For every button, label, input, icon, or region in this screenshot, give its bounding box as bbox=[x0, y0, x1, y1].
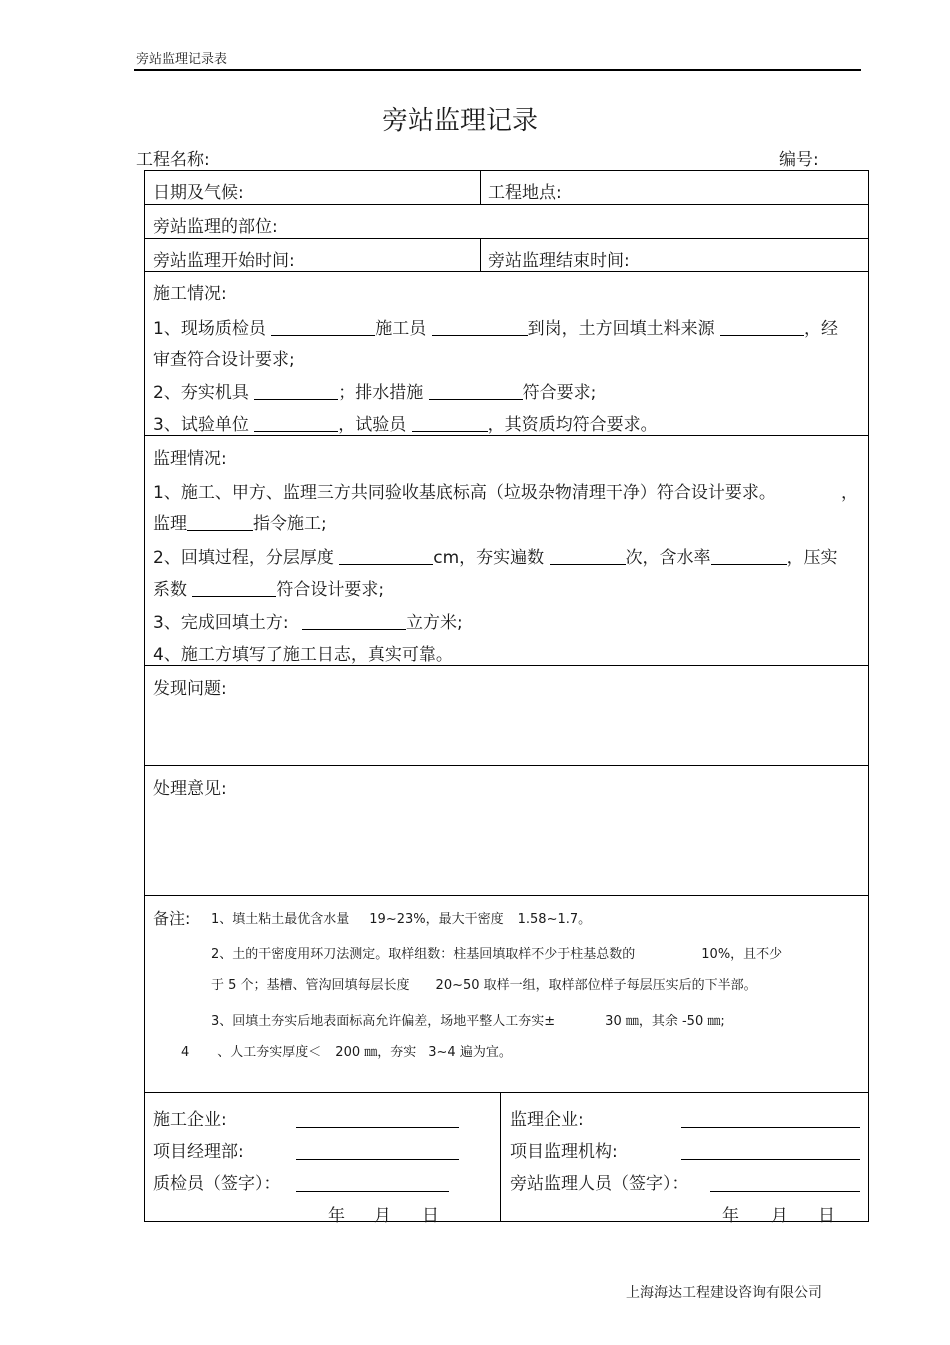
part-label: 旁站监理的部位: bbox=[153, 217, 278, 237]
supervision-line-2: 监理 指令施工; bbox=[153, 514, 327, 534]
inspector-signature-line[interactable] bbox=[296, 1191, 449, 1192]
left-month: 月 bbox=[374, 1206, 391, 1226]
left-day: 日 bbox=[422, 1206, 439, 1226]
right-month: 月 bbox=[771, 1206, 788, 1226]
soil-source-blank[interactable] bbox=[720, 317, 804, 336]
tamping-equipment-blank[interactable] bbox=[254, 381, 338, 400]
remark-3: 3、回填土夯实后地表面标高允许偏差，场地平整人工夯实± 30 ㎜，其余 -50 ㎜; bbox=[211, 1014, 725, 1029]
start-time-label: 旁站监理开始时间: bbox=[153, 251, 295, 271]
construction-section bbox=[145, 272, 868, 436]
project-manager-label: 项目经理部: bbox=[153, 1142, 244, 1162]
page-title: 旁站监理记录 bbox=[381, 106, 538, 136]
inspector-blank[interactable] bbox=[271, 317, 375, 336]
construction-line-3: 2、夯实机具 ；排水措施 符合要求; bbox=[153, 383, 597, 403]
tester-blank[interactable] bbox=[412, 413, 488, 432]
test-unit-blank[interactable] bbox=[254, 413, 338, 432]
layer-thickness-blank[interactable] bbox=[339, 546, 433, 565]
supervisor-blank[interactable] bbox=[187, 512, 253, 531]
date-weather-cell[interactable] bbox=[145, 171, 480, 204]
problems-heading: 发现问题: bbox=[153, 679, 227, 699]
end-time-cell[interactable] bbox=[480, 239, 868, 271]
supervision-line-5: 3、完成回填土方: 立方米; bbox=[153, 613, 463, 633]
construction-line-2: 审查符合设计要求; bbox=[153, 350, 295, 370]
supervision-line-6: 4、施工方填写了施工日志，真实可靠。 bbox=[153, 645, 453, 665]
remark-2-cont: 于 5 个；基槽、管沟回填每层长度 20~50 取样一组，取样部位样子每层压实后的下半部。 bbox=[211, 978, 757, 993]
end-time-label: 旁站监理结束时间: bbox=[488, 251, 630, 271]
construction-heading: 施工情况: bbox=[153, 284, 227, 304]
construction-line-4: 3、试验单位 ，试验员 ，其资质均符合要求。 bbox=[153, 415, 658, 435]
remarks-label: 备注: bbox=[153, 909, 191, 928]
date-weather-label: 日期及气候: bbox=[153, 183, 244, 203]
header-rule bbox=[134, 69, 861, 71]
number-label: 编号: bbox=[779, 150, 819, 170]
row-part bbox=[145, 205, 868, 239]
supervision-company-line[interactable] bbox=[681, 1127, 860, 1128]
row-date-location bbox=[145, 171, 868, 205]
staff-signature-label: 旁站监理人员（签字）： bbox=[510, 1174, 689, 1194]
signature-divider bbox=[500, 1093, 501, 1221]
remark-1: 1、填土粘土最优含水量 19~23%，最大干密度 1.58~1.7。 bbox=[211, 912, 592, 927]
backfill-volume-blank[interactable] bbox=[302, 611, 406, 630]
supervision-line-4: 系数 符合设计要求; bbox=[153, 580, 385, 600]
remark-4: 4 、人工夯实厚度＜ 200 ㎜，夯实 3~4 遍为宜。 bbox=[181, 1045, 512, 1060]
row-times bbox=[145, 239, 868, 272]
location-label: 工程地点: bbox=[488, 183, 562, 203]
staff-signature-line[interactable] bbox=[710, 1191, 860, 1192]
supervision-company-label: 监理企业: bbox=[510, 1110, 584, 1130]
opinion-heading: 处理意见: bbox=[153, 779, 227, 799]
right-day: 日 bbox=[818, 1206, 835, 1226]
supervision-line-1: 1、施工、甲方、监理三方共同验收基底标高（垃圾杂物清理干净）符合设计要求。 bbox=[153, 483, 776, 503]
opinion-section[interactable] bbox=[145, 766, 868, 896]
right-year: 年 bbox=[722, 1206, 739, 1226]
left-year: 年 bbox=[328, 1206, 345, 1226]
location-cell[interactable] bbox=[480, 171, 868, 204]
supervision-line-1-comma: ， bbox=[841, 483, 858, 503]
construction-company-label: 施工企业: bbox=[153, 1110, 227, 1130]
supervision-heading: 监理情况: bbox=[153, 449, 227, 469]
construction-line-1: 1、现场质检员 施工员 到岗，土方回填土料来源 ，经 bbox=[153, 319, 839, 339]
moisture-blank[interactable] bbox=[711, 546, 787, 565]
start-time-cell[interactable] bbox=[145, 239, 480, 271]
inspector-signature-label: 质检员（签字）： bbox=[153, 1174, 281, 1194]
tamping-passes-blank[interactable] bbox=[550, 546, 626, 565]
record-form bbox=[144, 170, 869, 1226]
footer-company: 上海海达工程建设咨询有限公司 bbox=[626, 1285, 822, 1301]
remarks-section bbox=[145, 896, 868, 1093]
remark-2: 2、土的干密度用环刀法测定。取样组数：柱基回填取样不少于柱基总数的 10%，且不少 bbox=[211, 947, 783, 962]
supervision-agency-line[interactable] bbox=[681, 1159, 860, 1160]
construction-company-line[interactable] bbox=[296, 1127, 459, 1128]
project-manager-line[interactable] bbox=[296, 1159, 459, 1160]
project-name-label: 工程名称: bbox=[136, 150, 210, 170]
compaction-blank[interactable] bbox=[192, 578, 276, 597]
supervision-agency-label: 项目监理机构: bbox=[510, 1142, 618, 1162]
constructor-blank[interactable] bbox=[432, 317, 528, 336]
signature-section bbox=[145, 1093, 868, 1226]
supervision-line-3: 2、回填过程，分层厚度 cm，夯实遍数 次，含水率 ，压实 bbox=[153, 548, 838, 568]
drainage-blank[interactable] bbox=[429, 381, 523, 400]
supervision-section bbox=[145, 436, 868, 666]
part-cell[interactable] bbox=[145, 205, 868, 238]
running-header: 旁站监理记录表 bbox=[136, 52, 228, 67]
problems-section[interactable] bbox=[145, 666, 868, 766]
